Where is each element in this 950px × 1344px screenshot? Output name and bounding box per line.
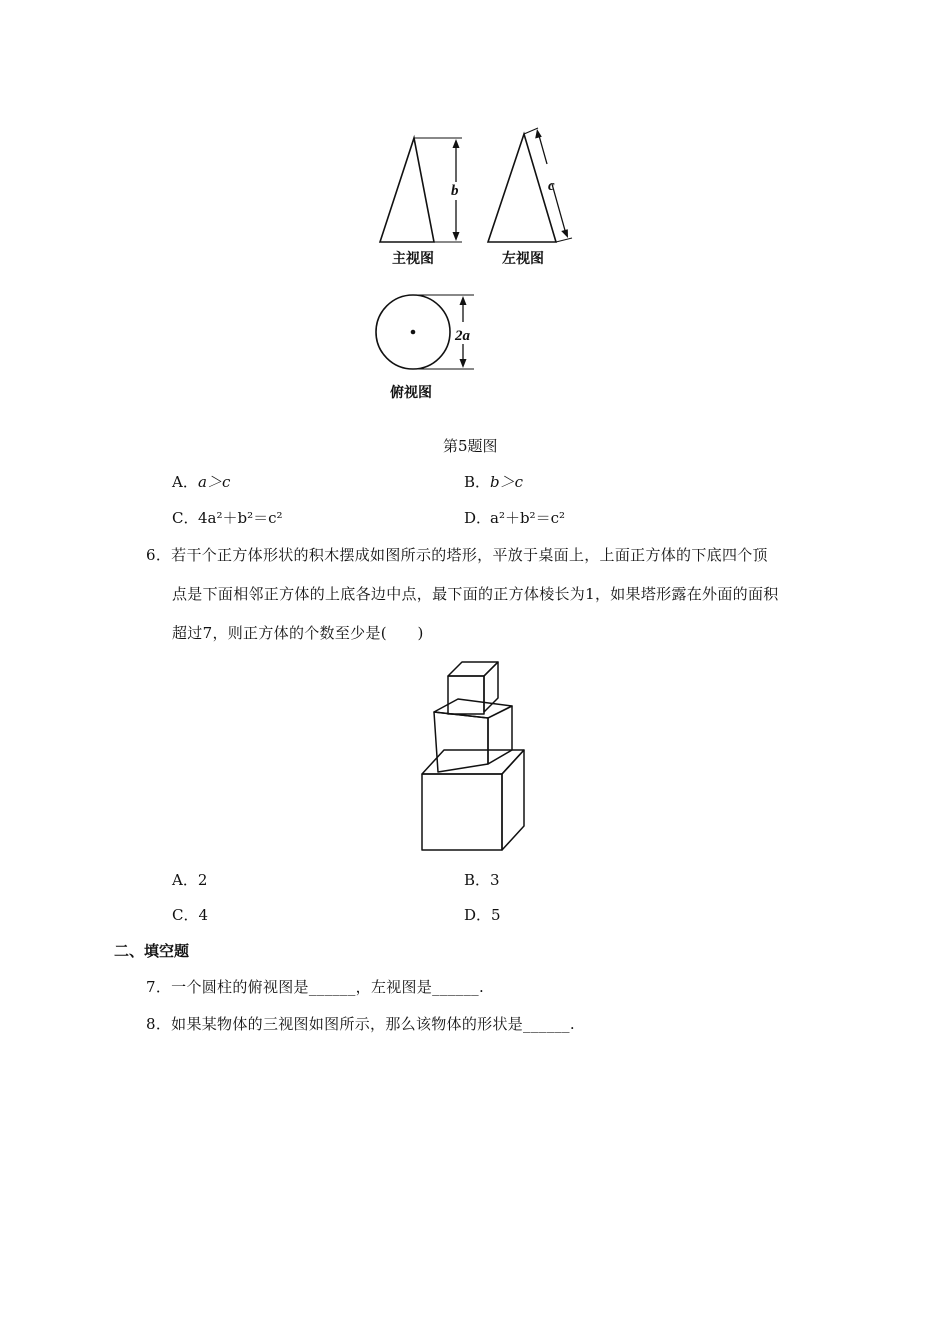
q5-option-c-text: 4a²＋b²＝c² [198, 509, 283, 527]
q5-option-a-letter: A． [172, 473, 198, 491]
q5-option-c-letter: C． [172, 509, 199, 527]
q6-line-1: 6．若干个正方体形状的积木摆成如图所示的塔形，平放于桌面上，上面正方体的下底四个顶 [146, 546, 768, 564]
q5-option-b-letter: B． [464, 473, 491, 491]
dim-c-label: c [548, 178, 555, 194]
q6-line-2: 点是下面相邻正方体的上底各边中点，最下面的正方体棱长为1，如果塔形露在外面的面积 [172, 585, 779, 603]
q6-option-c: C．4 [172, 906, 209, 924]
q5-option-b-text: b＞c [490, 473, 524, 491]
q6-line-3: 超过7，则正方体的个数至少是( ) [172, 624, 424, 642]
q5-option-d-text: a²＋b²＝c² [490, 509, 565, 527]
dim-b-label: b [451, 183, 459, 199]
left-view-triangle [480, 122, 580, 248]
q5-option-d-letter: D． [464, 509, 492, 527]
front-view-label: 主视图 [392, 251, 434, 267]
q6-option-b: B．3 [464, 871, 500, 889]
section-2-title: 二、填空题 [114, 942, 190, 960]
question-8: 8．如果某物体的三视图如图所示，那么该物体的形状是______. [146, 1015, 575, 1033]
left-view-label: 左视图 [502, 251, 544, 267]
question-7: 7．一个圆柱的俯视图是______，左视图是______. [146, 978, 485, 996]
q6-option-d: D．5 [464, 906, 501, 924]
top-view-label: 俯视图 [390, 385, 432, 401]
q6-option-a: A．2 [172, 871, 208, 889]
dim-2a-label: 2a [455, 328, 470, 344]
q5-option-a-text: a＞c [198, 473, 231, 491]
fig5-caption: 第5题图 [443, 437, 498, 455]
stacked-cubes-figure [412, 654, 552, 856]
